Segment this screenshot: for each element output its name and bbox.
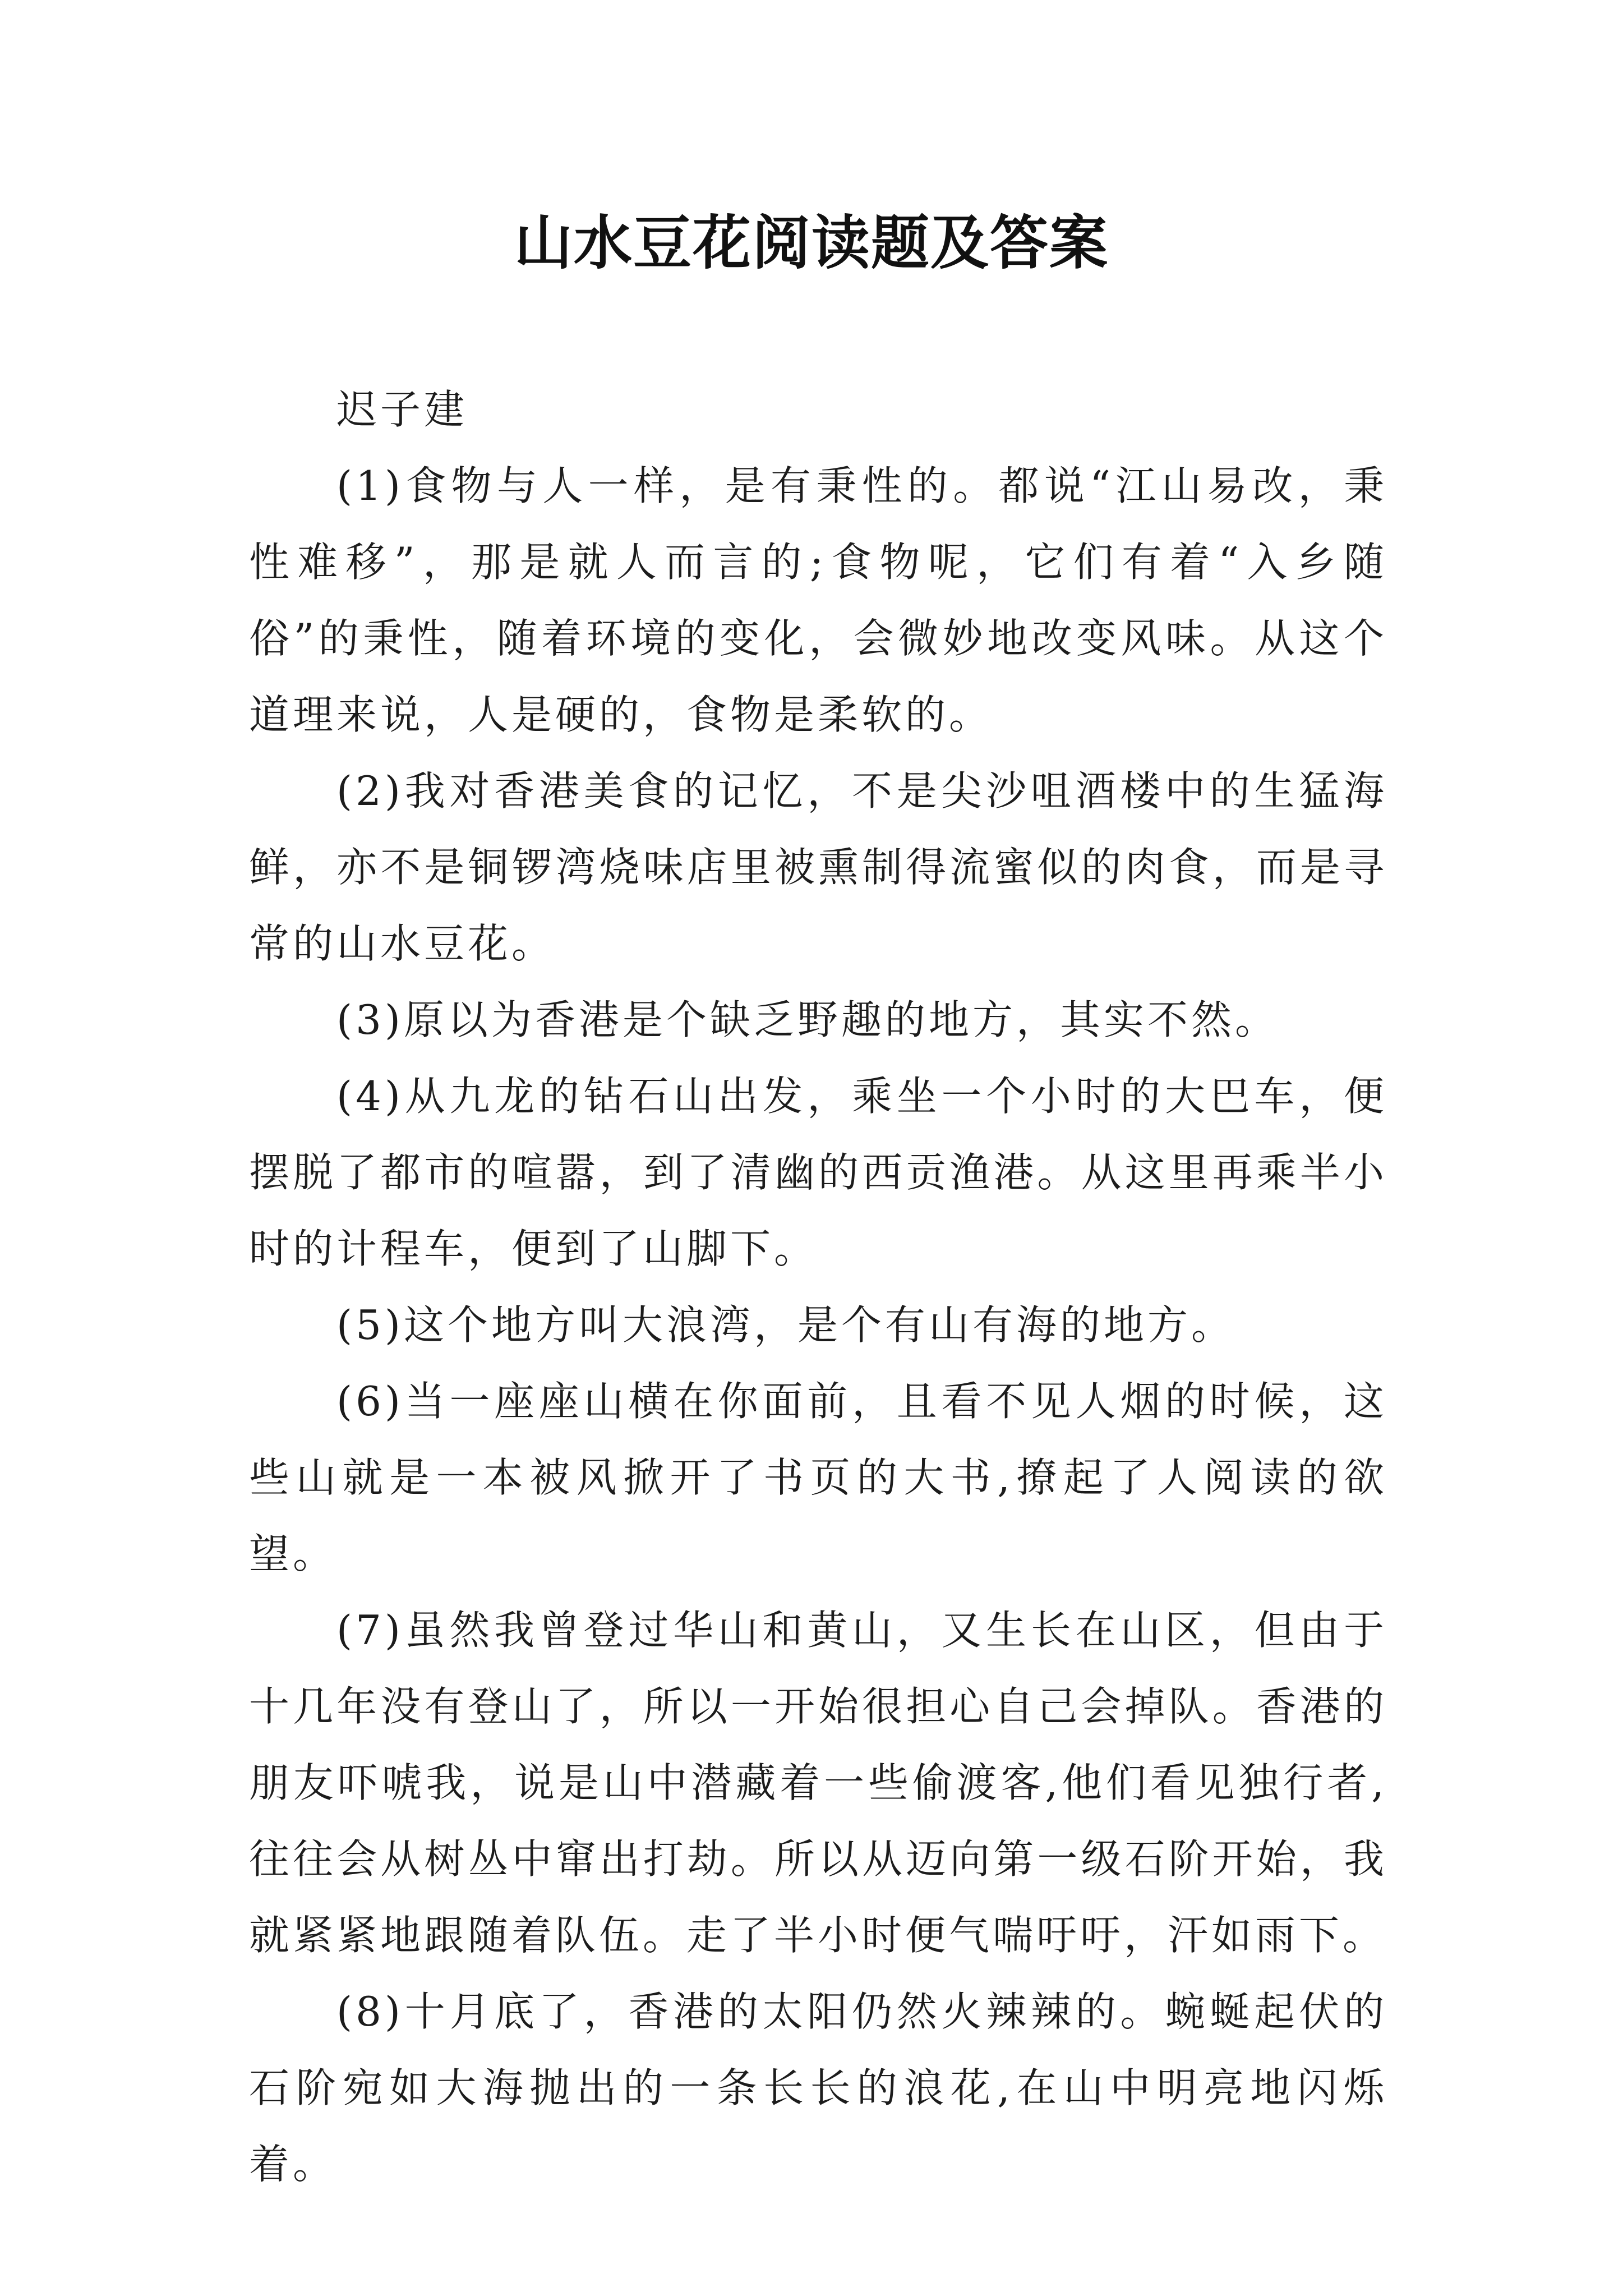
article-body	[249, 371, 1387, 2202]
paragraph-3: (3)原以为香港是个缺乏野趣的地方，其实不然。	[336, 996, 1279, 1043]
paragraph-2: (2)我对香港美食的记忆，不是尖沙咀酒楼中的生猛海鲜，亦不是铜锣湾烧味店里被熏制得流蜜似的肉食，而是寻常的山水豆花。	[249, 767, 1387, 967]
paragraph-1: (1)食物与人一样，是有秉性的。都说“江山易改，秉性难移”，那是就人而言的;食物呢，它们有着“入乡随俗”的秉性，随着环境的变化，会微妙地改变风味。从这个道理来说，人是硬的，食物是柔软的。	[249, 462, 1387, 738]
document-title: 山水豆花阅读题及答案	[514, 208, 1109, 277]
paragraph-4: (4)从九龙的钻石山出发，乘坐一个小时的大巴车，便摆脱了都市的喧嚣，到了清幽的西贡渔港。从这里再乘半小时的计程车，便到了山脚下。	[249, 1073, 1387, 1272]
paragraph-6: (6)当一座座山横在你面前，且看不见人烟的时候，这些山就是一本被风掀开了书页的大书,撩起了人阅读的欲望。	[249, 1378, 1387, 1577]
paragraph-7: (7)虽然我曾登过华山和黄山，又生长在山区，但由于十几年没有登山了，所以一开始很担心自己会掉队。香港的朋友吓唬我，说是山中潜藏着一些偷渡客,他们看见独行者,往往会从树丛中窜出打劫。所以从迈向第一级石阶开始，我就紧紧地跟随着队伍。走了半小时便气喘吁吁，汗如雨下。	[249, 1607, 1387, 1959]
author-name: 迟子建	[336, 386, 468, 433]
paragraph-5: (5)这个地方叫大浪湾，是个有山有海的地方。	[336, 1301, 1235, 1349]
paragraph-8: (8)十月底了，香港的太阳仍然火辣辣的。蜿蜒起伏的石阶宛如大海抛出的一条长长的浪花,在山中明亮地闪烁着。	[249, 1988, 1387, 2188]
